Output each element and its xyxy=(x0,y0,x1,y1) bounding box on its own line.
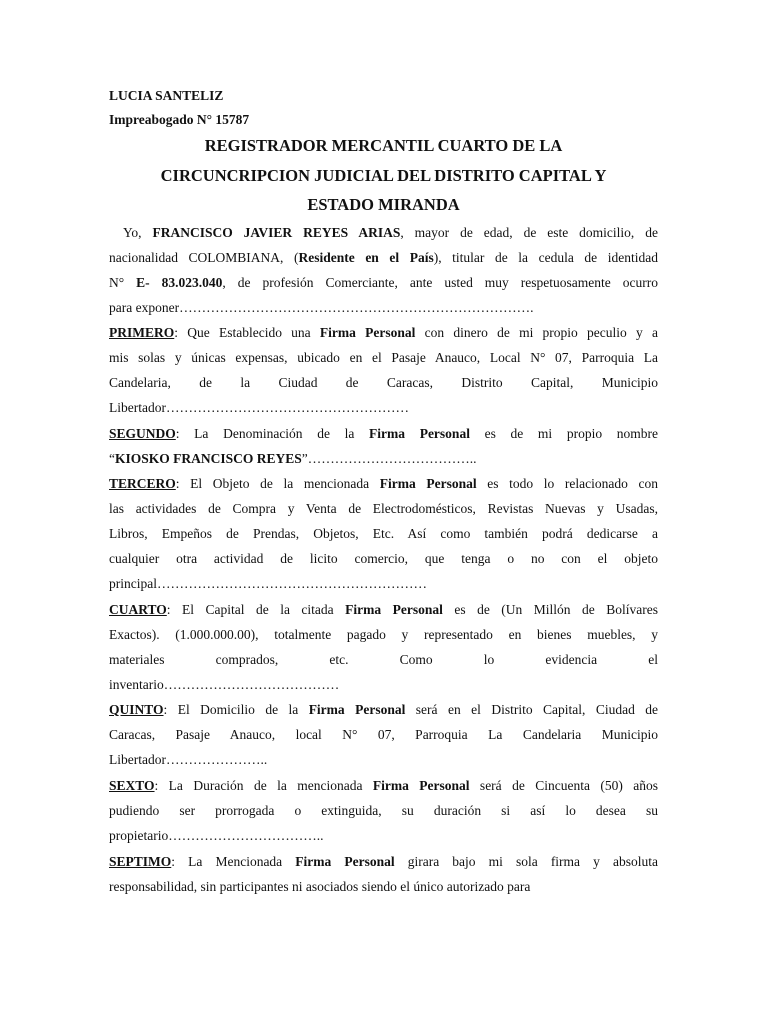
segundo-line-1: SEGUNDO: La Denominación de la Firma Personal es de mi propio nombre xyxy=(109,426,658,441)
declarant-name: FRANCISCO JAVIER REYES ARIAS xyxy=(152,225,401,240)
title-line-2: CIRCUNCRIPCION JUDICIAL DEL DISTRITO CAPITAL Y xyxy=(160,166,607,185)
clause-label-septimo: SEPTIMO xyxy=(109,854,172,869)
business-name: KIOSKO FRANCISCO REYES xyxy=(115,451,302,466)
intro-line-4: para exponer……………………………………………………………………. xyxy=(109,300,534,315)
cuarto-line-4: inventario………………………………… xyxy=(109,677,340,692)
quinto-line-2: Caracas, Pasaje Anauco, local N° 07, Parroquia La Candelaria Municipio xyxy=(109,727,658,742)
primero-line-3: Candelaria, de la Ciudad de Caracas, Distrito Capital, Municipio xyxy=(109,375,658,390)
sexto-line-3: propietario…………………………….. xyxy=(109,828,324,843)
intro-line-3: N° E- 83.023.040, de profesión Comerciante, ante usted muy respetuosamente ocurro xyxy=(109,275,658,290)
resident-status: Residente en el País xyxy=(298,250,434,265)
primero-line-1: PRIMERO: Que Establecido una Firma Personal con dinero de mi propio peculio y a xyxy=(109,325,658,340)
title-line-3: ESTADO MIRANDA xyxy=(307,195,460,214)
clause-label-quinto: QUINTO xyxy=(109,702,164,717)
clause-label-primero: PRIMERO xyxy=(109,325,175,340)
inpre-number xyxy=(109,108,658,132)
quinto-line-3: Libertador………………….. xyxy=(109,752,268,767)
tercero-line-5: principal…………………………………………………… xyxy=(109,576,427,591)
intro-line-2: nacionalidad COLOMBIANA, (Residente en el País), titular de la cedula de identidad xyxy=(109,250,658,265)
clause-label-sexto: SEXTO xyxy=(109,778,155,793)
sexto-line-1: SEXTO: La Duración de la mencionada Firma Personal será de Cincuenta (50) años xyxy=(109,778,658,793)
sexto-line-2: pudiendo ser prorrogada o extinguida, su duración si así lo desea su xyxy=(109,803,658,818)
tercero-line-4: cualquier otra actividad de licito comercio, que tenga o no con el objeto xyxy=(109,551,658,566)
cuarto-line-1: CUARTO: El Capital de la citada Firma Personal es de (Un Millón de Bolívares xyxy=(109,602,658,617)
tercero-line-2: las actividades de Compra y Venta de Electrodomésticos, Revistas Nuevas y Usadas, xyxy=(109,501,658,516)
clause-label-tercero: TERCERO xyxy=(109,476,176,491)
id-number: E- 83.023.040 xyxy=(136,275,223,290)
tercero-line-3: Libros, Empeños de Prendas, Objetos, Etc. Así como también podrá dedicarse a xyxy=(109,526,658,541)
title-line-1: REGISTRADOR MERCANTIL CUARTO DE LA xyxy=(204,136,563,155)
primero-line-2: mis solas y únicas expensas, ubicado en el Pasaje Anauco, Local N° 07, Parroquia La xyxy=(109,350,658,365)
primero-line-4: Libertador……………………………………………… xyxy=(109,400,409,415)
septimo-line-1: SEPTIMO: La Mencionada Firma Personal girara bajo mi sola firma y absoluta xyxy=(109,854,658,869)
quinto-line-1: QUINTO: El Domicilio de la Firma Personal será en el Distrito Capital, Ciudad de xyxy=(109,702,658,717)
author-name xyxy=(109,84,658,108)
segundo-line-2: “KIOSKO FRANCISCO REYES”……………………………….. xyxy=(109,451,477,466)
clause-label-segundo: SEGUNDO xyxy=(109,426,176,441)
inpre-text: Impreabogado N° 15787 xyxy=(109,112,250,127)
cuarto-line-3: materiales comprados, etc. Como lo evidencia el xyxy=(109,652,658,667)
tercero-line-1: TERCERO: El Objeto de la mencionada Firma Personal es todo lo relacionado con xyxy=(109,476,658,491)
intro-line-1: Yo, FRANCISCO JAVIER REYES ARIAS, mayor de edad, de este domicilio, de xyxy=(123,225,658,240)
cuarto-line-2: Exactos). (1.000.000.00), totalmente pagado y representado en bienes muebles, y xyxy=(109,627,658,642)
septimo-line-2: responsabilidad, sin participantes ni asociados siendo el único autorizado para xyxy=(109,879,531,894)
author-text: LUCIA SANTELIZ xyxy=(109,88,224,103)
clause-label-cuarto: CUARTO xyxy=(109,602,167,617)
